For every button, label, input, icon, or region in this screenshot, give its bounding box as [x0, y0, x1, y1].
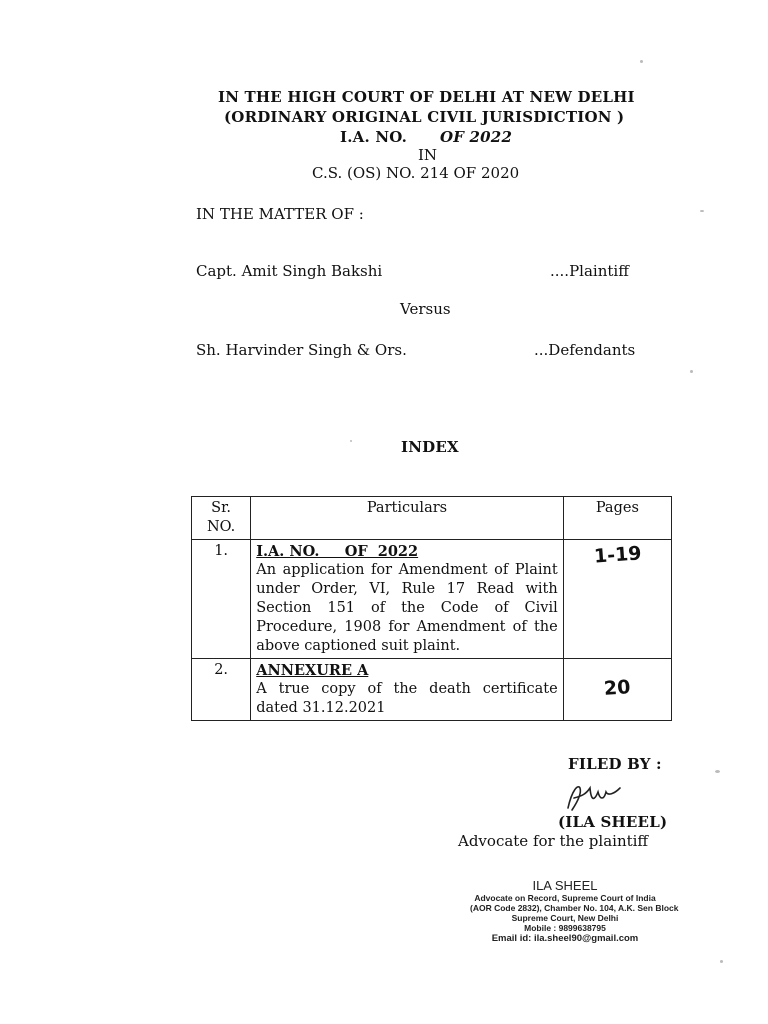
scan-speck [690, 370, 693, 373]
jurisdiction-line: (ORDINARY ORIGINAL CIVIL JURISDICTION ) [224, 108, 625, 126]
header-particulars: Particulars [251, 497, 564, 540]
table-row [192, 659, 672, 721]
scan-speck [715, 770, 720, 773]
header-pages: Pages [563, 497, 671, 540]
ia-number-prefix: I.A. NO. [340, 128, 408, 146]
matter-label: IN THE MATTER OF : [196, 205, 364, 223]
stamp-line-1: Advocate on Record, Supreme Court of India [474, 893, 656, 903]
scan-speck [350, 440, 352, 442]
row-sr: 1. [192, 540, 251, 659]
stamp-name: ILA SHEEL [532, 878, 598, 893]
stamp-line-3: Supreme Court, New Delhi [511, 913, 619, 923]
row-pages [563, 540, 671, 659]
advocate-signature [560, 778, 630, 818]
table-header-row [192, 497, 672, 540]
row-title: ANNEXURE A [256, 662, 369, 679]
row-particulars [251, 659, 564, 721]
table-row [192, 540, 672, 659]
row-description: A true copy of the death certificate dated 31.12.2021 [256, 681, 558, 716]
defendant-role: ...Defendants [534, 341, 636, 359]
row-pages-value: 1-19 [592, 542, 642, 568]
scan-speck [720, 960, 723, 963]
row-description: An application for Amendment of Plaint under Order, VI, Rule 17 Read with Section 151 of the Code of Civil Procedure, 1908 for Amendment of the above captioned suit plaint. [256, 562, 558, 654]
ia-number-year: OF 2022 [440, 128, 513, 146]
plaintiff-name: Capt. Amit Singh Bakshi [196, 262, 383, 280]
court-title: IN THE HIGH COURT OF DELHI AT NEW DELHI [218, 88, 635, 106]
defendant-name: Sh. Harvinder Singh & Ors. [196, 341, 407, 359]
stamp-line-4: Mobile : 9899638795 [524, 923, 606, 933]
case-number: C.S. (OS) NO. 214 OF 2020 [312, 164, 520, 182]
filed-by-label: FILED BY : [568, 755, 662, 773]
row-sr: 2. [192, 659, 251, 721]
plaintiff-role: ....Plaintiff [550, 262, 629, 280]
advocate-stamp [470, 878, 679, 944]
header-sr: Sr. NO. [192, 497, 251, 540]
advocate-role: Advocate for the plaintiff [458, 832, 649, 850]
index-title: INDEX [401, 438, 459, 456]
row-pages [563, 659, 671, 721]
signature-graphic [560, 778, 630, 818]
advocate-name: (ILA SHEEL) [558, 813, 668, 831]
row-pages-value: 20 [603, 676, 632, 700]
stamp-line-2: (AOR Code 2832), Chamber No. 104, A.K. Sen Block [470, 903, 679, 913]
versus-label: Versus [400, 300, 451, 318]
in-word: IN [418, 146, 438, 164]
scan-speck [640, 60, 643, 63]
index-table [191, 496, 672, 721]
stamp-email: Email id: ila.sheel90@gmail.com [491, 933, 639, 944]
scan-speck [700, 210, 704, 212]
row-title: I.A. NO. OF 2022 [256, 543, 419, 560]
row-particulars [251, 540, 564, 659]
